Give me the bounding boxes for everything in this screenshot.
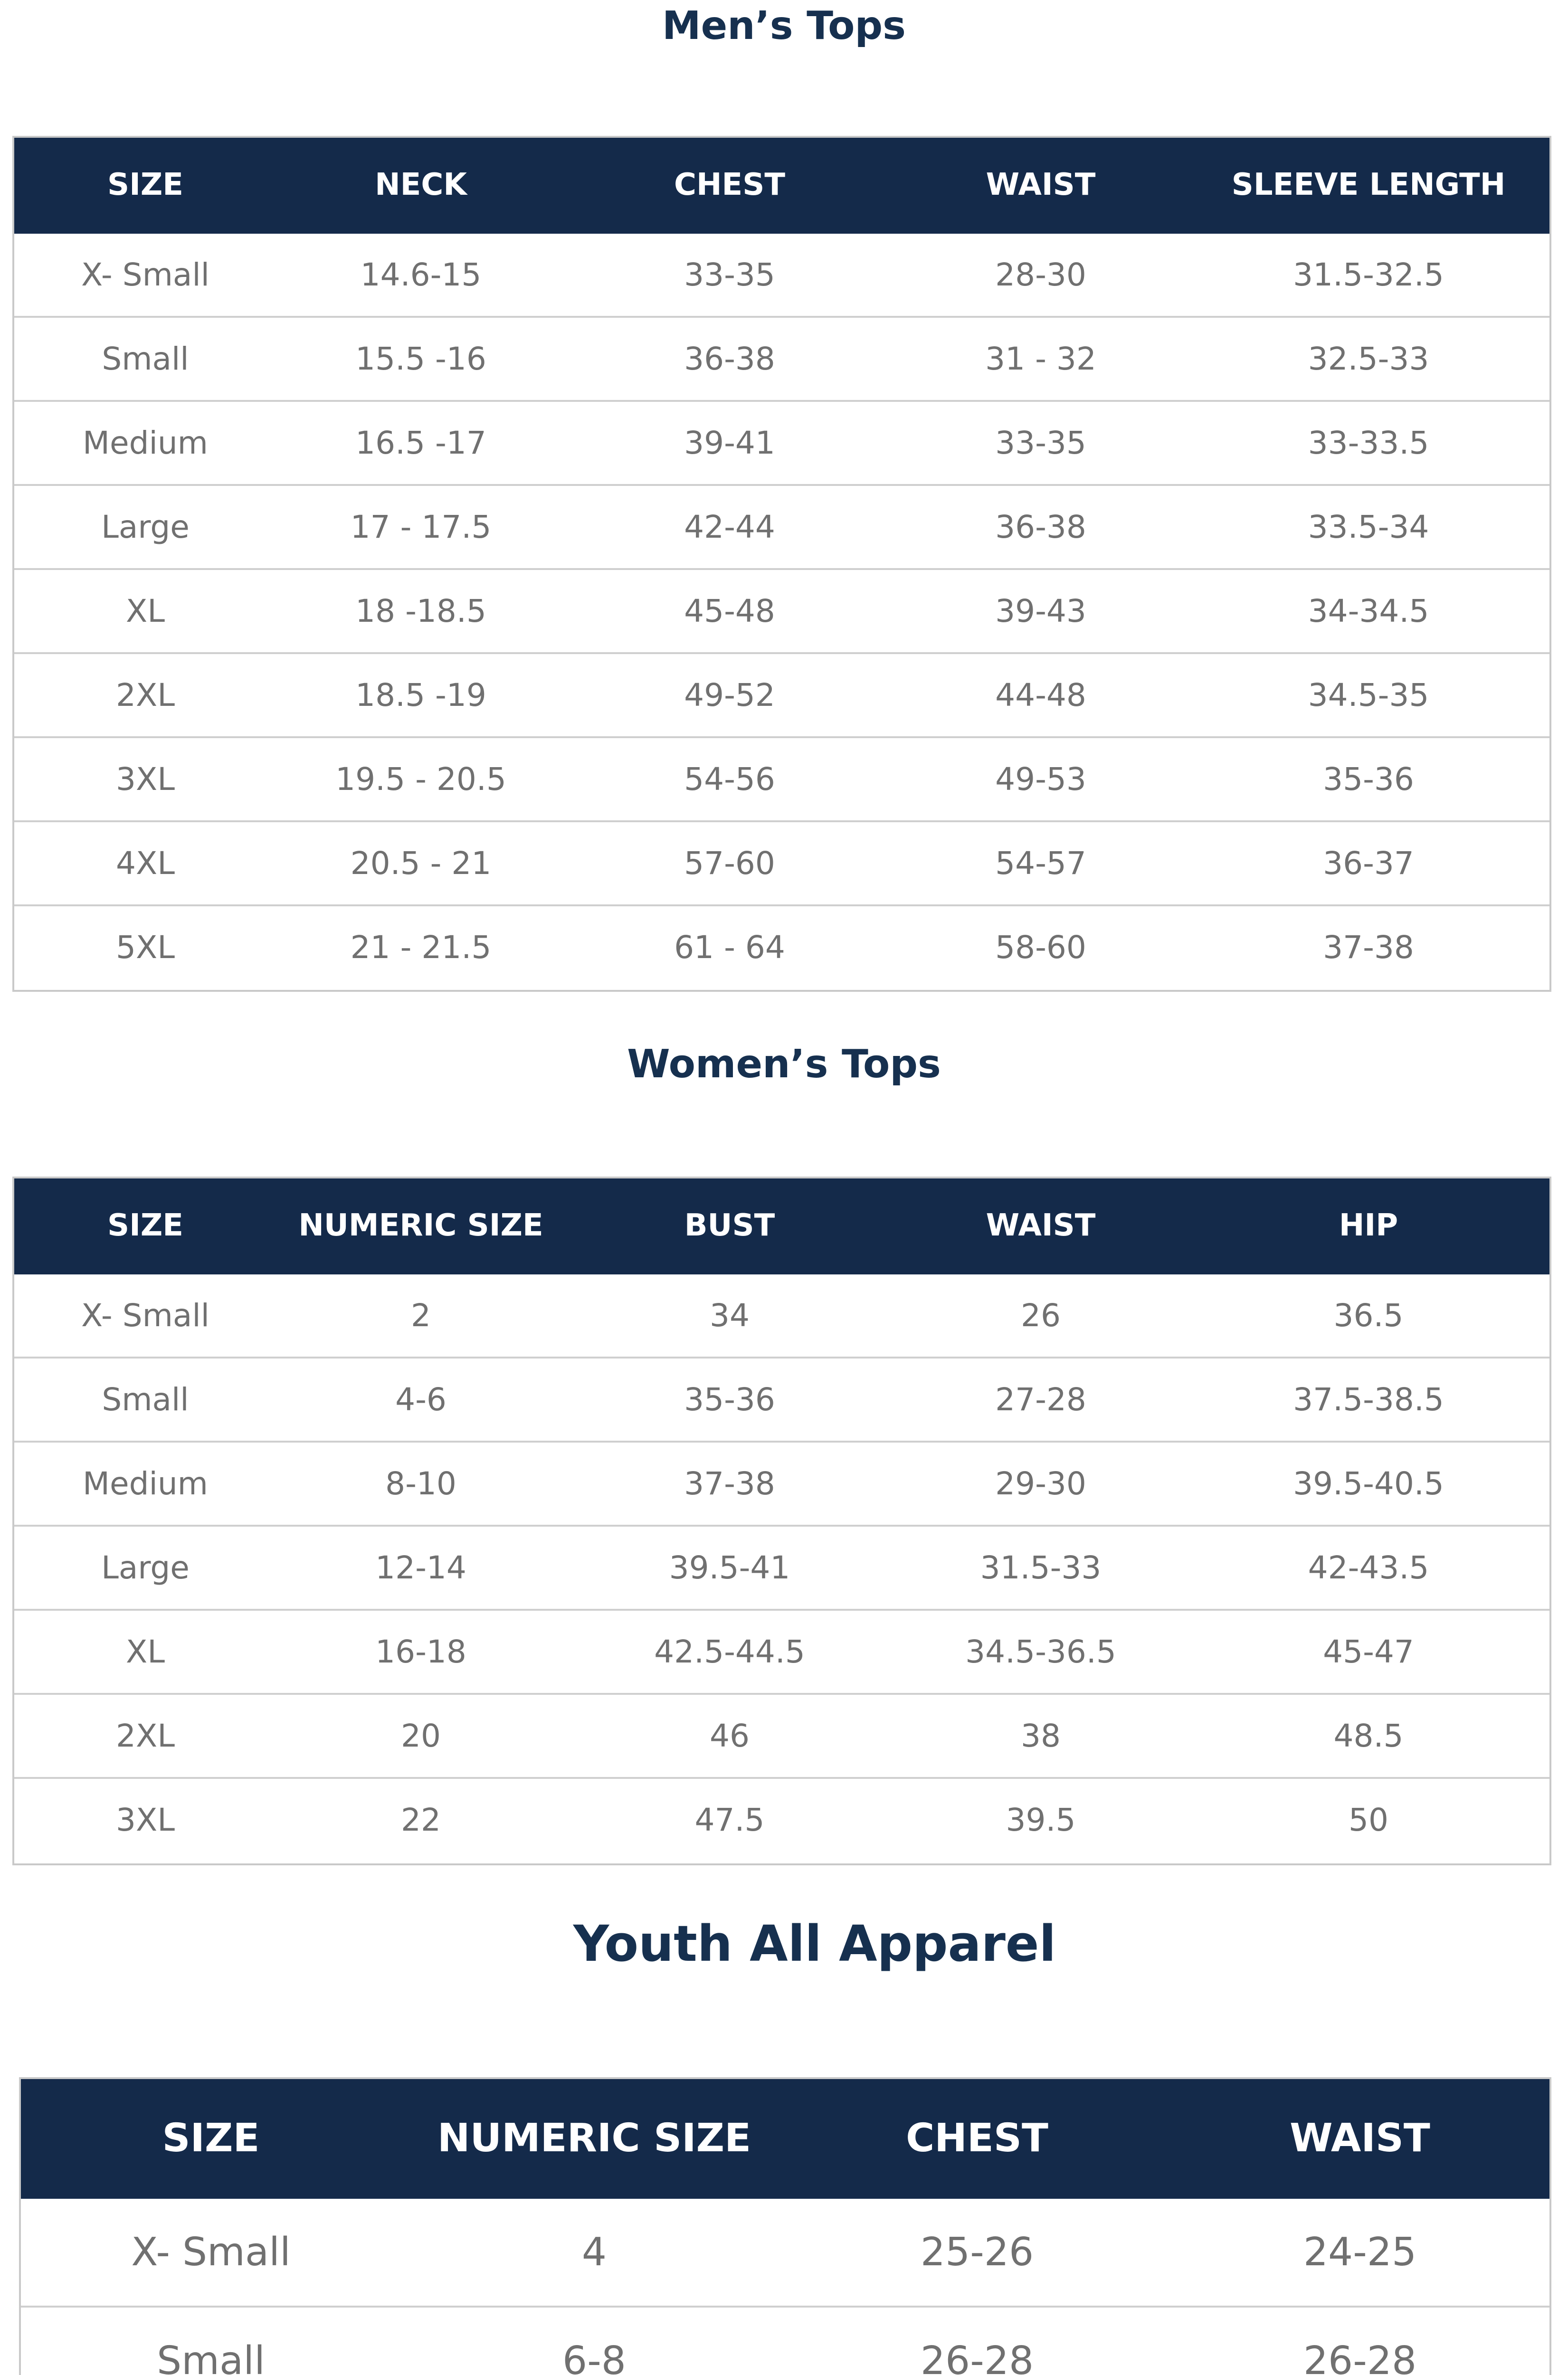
table-row bbox=[12, 1526, 1551, 1610]
column-header-numeric-size: NUMERIC SIZE bbox=[403, 2077, 786, 2199]
waist-cell: 28-30 bbox=[896, 234, 1186, 317]
table-header-row bbox=[12, 136, 1551, 234]
size-cell: 3XL bbox=[12, 1778, 278, 1861]
column-header-size: SIZE bbox=[12, 1177, 278, 1274]
sleeve-length-cell: 37-38 bbox=[1186, 905, 1551, 988]
table-row bbox=[12, 737, 1551, 821]
hip-cell: 45-47 bbox=[1186, 1610, 1551, 1694]
column-header-waist: WAIST bbox=[896, 136, 1186, 234]
waist-cell: 26-28 bbox=[1169, 2307, 1551, 2375]
chest-cell: 61 - 64 bbox=[563, 905, 896, 988]
womens-tops-title: Women’s Tops bbox=[627, 1042, 941, 1087]
sleeve-length-cell: 36-37 bbox=[1186, 821, 1551, 905]
bust-cell: 34 bbox=[563, 1274, 896, 1358]
column-header-waist: WAIST bbox=[896, 1177, 1186, 1274]
sleeve-length-cell: 35-36 bbox=[1186, 737, 1551, 821]
table-row bbox=[12, 1610, 1551, 1694]
table-row bbox=[12, 821, 1551, 905]
size-cell: Small bbox=[12, 317, 278, 401]
chest-cell: 39-41 bbox=[563, 401, 896, 485]
table-row bbox=[12, 1442, 1551, 1526]
size-cell: 2XL bbox=[12, 1694, 278, 1778]
youth-size-table bbox=[19, 2077, 1551, 2375]
chest-cell: 33-35 bbox=[563, 234, 896, 317]
size-cell: Small bbox=[12, 1358, 278, 1442]
chest-cell: 54-56 bbox=[563, 737, 896, 821]
column-header-size: SIZE bbox=[19, 2077, 403, 2199]
column-header-chest: CHEST bbox=[786, 2077, 1169, 2199]
waist-cell: 44-48 bbox=[896, 653, 1186, 737]
neck-cell: 16.5 -17 bbox=[278, 401, 563, 485]
bust-cell: 37-38 bbox=[563, 1442, 896, 1526]
table-header-row bbox=[12, 1177, 1551, 1274]
table-row bbox=[12, 1694, 1551, 1778]
waist-cell: 39.5 bbox=[896, 1778, 1186, 1861]
hip-cell: 37.5-38.5 bbox=[1186, 1358, 1551, 1442]
neck-cell: 19.5 - 20.5 bbox=[278, 737, 563, 821]
bust-cell: 42.5-44.5 bbox=[563, 1610, 896, 1694]
neck-cell: 20.5 - 21 bbox=[278, 821, 563, 905]
chest-cell: 25-26 bbox=[786, 2199, 1169, 2307]
table-row bbox=[12, 1778, 1551, 1861]
waist-cell: 33-35 bbox=[896, 401, 1186, 485]
hip-cell: 50 bbox=[1186, 1778, 1551, 1861]
size-cell: Small bbox=[19, 2307, 403, 2375]
waist-cell: 34.5-36.5 bbox=[896, 1610, 1186, 1694]
table-row bbox=[19, 2199, 1551, 2307]
column-header-hip: HIP bbox=[1186, 1177, 1551, 1274]
size-cell: X- Small bbox=[12, 1274, 278, 1358]
size-cell: 5XL bbox=[12, 905, 278, 988]
table-row bbox=[12, 485, 1551, 569]
table-row bbox=[12, 401, 1551, 485]
size-cell: 2XL bbox=[12, 653, 278, 737]
chest-cell: 57-60 bbox=[563, 821, 896, 905]
column-header-bust: BUST bbox=[563, 1177, 896, 1274]
table-row bbox=[12, 317, 1551, 401]
size-cell: Large bbox=[12, 485, 278, 569]
table-row bbox=[12, 1358, 1551, 1442]
hip-cell: 48.5 bbox=[1186, 1694, 1551, 1778]
table-row bbox=[12, 234, 1551, 317]
chest-cell: 45-48 bbox=[563, 569, 896, 653]
waist-cell: 38 bbox=[896, 1694, 1186, 1778]
size-cell: Medium bbox=[12, 1442, 278, 1526]
waist-cell: 31.5-33 bbox=[896, 1526, 1186, 1610]
neck-cell: 15.5 -16 bbox=[278, 317, 563, 401]
neck-cell: 21 - 21.5 bbox=[278, 905, 563, 988]
waist-cell: 39-43 bbox=[896, 569, 1186, 653]
size-cell: XL bbox=[12, 569, 278, 653]
table-row bbox=[19, 2307, 1551, 2375]
size-cell: X- Small bbox=[12, 234, 278, 317]
numeric-size-cell: 8-10 bbox=[278, 1442, 563, 1526]
table-row bbox=[12, 1274, 1551, 1358]
size-cell: 3XL bbox=[12, 737, 278, 821]
numeric-size-cell: 6-8 bbox=[403, 2307, 786, 2375]
waist-cell: 49-53 bbox=[896, 737, 1186, 821]
numeric-size-cell: 2 bbox=[278, 1274, 563, 1358]
womens-size-table bbox=[12, 1177, 1551, 1861]
chest-cell: 42-44 bbox=[563, 485, 896, 569]
table-header-row bbox=[19, 2077, 1551, 2199]
chest-cell: 49-52 bbox=[563, 653, 896, 737]
chest-cell: 36-38 bbox=[563, 317, 896, 401]
neck-cell: 14.6-15 bbox=[278, 234, 563, 317]
numeric-size-cell: 4 bbox=[403, 2199, 786, 2307]
size-cell: Large bbox=[12, 1526, 278, 1610]
waist-cell: 54-57 bbox=[896, 821, 1186, 905]
hip-cell: 39.5-40.5 bbox=[1186, 1442, 1551, 1526]
chest-cell: 26-28 bbox=[786, 2307, 1169, 2375]
bust-cell: 39.5-41 bbox=[563, 1526, 896, 1610]
numeric-size-cell: 16-18 bbox=[278, 1610, 563, 1694]
sleeve-length-cell: 33.5-34 bbox=[1186, 485, 1551, 569]
table-row bbox=[12, 653, 1551, 737]
numeric-size-cell: 12-14 bbox=[278, 1526, 563, 1610]
neck-cell: 17 - 17.5 bbox=[278, 485, 563, 569]
size-cell: X- Small bbox=[19, 2199, 403, 2307]
waist-cell: 29-30 bbox=[896, 1442, 1186, 1526]
sleeve-length-cell: 34.5-35 bbox=[1186, 653, 1551, 737]
column-header-chest: CHEST bbox=[563, 136, 896, 234]
column-header-neck: NECK bbox=[278, 136, 563, 234]
waist-cell: 36-38 bbox=[896, 485, 1186, 569]
hip-cell: 42-43.5 bbox=[1186, 1526, 1551, 1610]
sleeve-length-cell: 34-34.5 bbox=[1186, 569, 1551, 653]
size-cell: XL bbox=[12, 1610, 278, 1694]
hip-cell: 36.5 bbox=[1186, 1274, 1551, 1358]
mens-tops-title: Men’s Tops bbox=[662, 3, 906, 48]
neck-cell: 18.5 -19 bbox=[278, 653, 563, 737]
youth-apparel-title: Youth All Apparel bbox=[573, 1915, 1056, 1973]
column-header-waist: WAIST bbox=[1169, 2077, 1551, 2199]
bust-cell: 35-36 bbox=[563, 1358, 896, 1442]
numeric-size-cell: 4-6 bbox=[278, 1358, 563, 1442]
column-header-sleeve-length: SLEEVE LENGTH bbox=[1186, 136, 1551, 234]
waist-cell: 27-28 bbox=[896, 1358, 1186, 1442]
numeric-size-cell: 22 bbox=[278, 1778, 563, 1861]
size-cell: 4XL bbox=[12, 821, 278, 905]
bust-cell: 47.5 bbox=[563, 1778, 896, 1861]
mens-size-table bbox=[12, 136, 1551, 988]
sleeve-length-cell: 33-33.5 bbox=[1186, 401, 1551, 485]
waist-cell: 31 - 32 bbox=[896, 317, 1186, 401]
sleeve-length-cell: 32.5-33 bbox=[1186, 317, 1551, 401]
numeric-size-cell: 20 bbox=[278, 1694, 563, 1778]
neck-cell: 18 -18.5 bbox=[278, 569, 563, 653]
table-row bbox=[12, 569, 1551, 653]
column-header-numeric-size: NUMERIC SIZE bbox=[278, 1177, 563, 1274]
sleeve-length-cell: 31.5-32.5 bbox=[1186, 234, 1551, 317]
size-cell: Medium bbox=[12, 401, 278, 485]
table-row bbox=[12, 905, 1551, 988]
column-header-size: SIZE bbox=[12, 136, 278, 234]
waist-cell: 24-25 bbox=[1169, 2199, 1551, 2307]
waist-cell: 26 bbox=[896, 1274, 1186, 1358]
waist-cell: 58-60 bbox=[896, 905, 1186, 988]
bust-cell: 46 bbox=[563, 1694, 896, 1778]
